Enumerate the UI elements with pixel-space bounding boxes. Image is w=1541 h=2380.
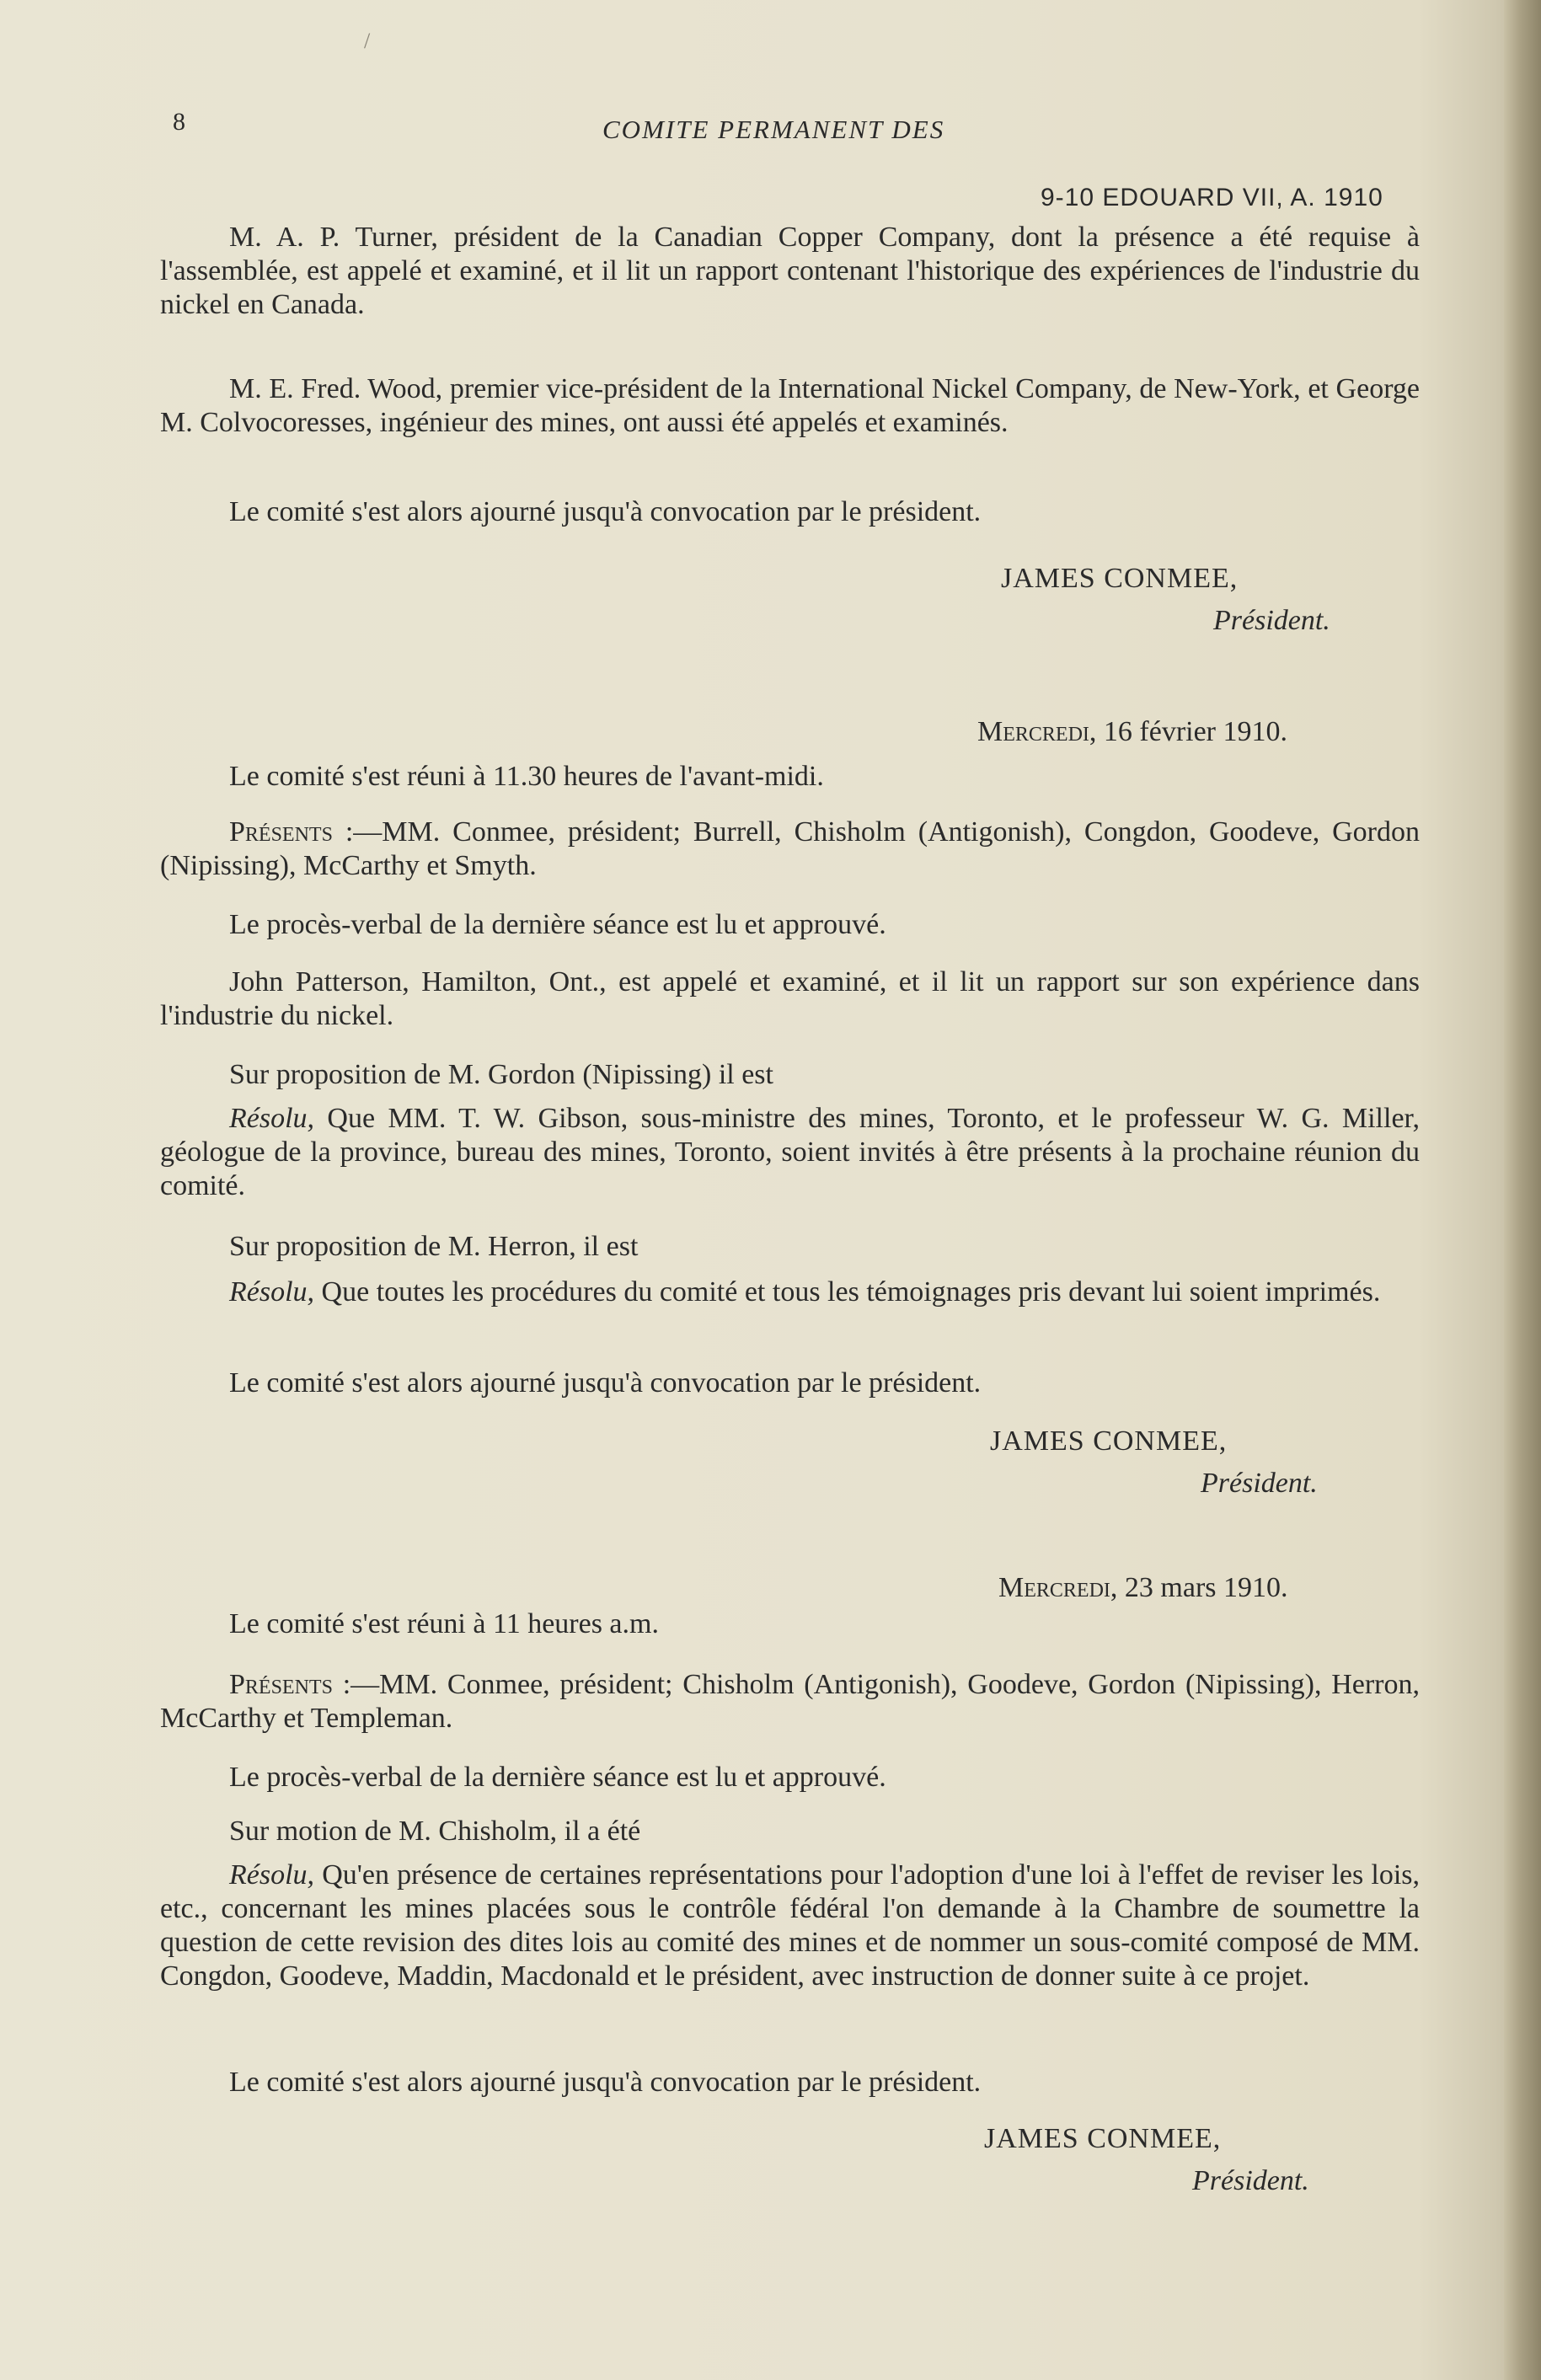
paragraph-present-1 (160, 816, 1420, 883)
signature-title-3: Président. (1192, 2165, 1309, 2196)
signature-title-1: Président. (1213, 605, 1330, 636)
session-reference: 9-10 EDOUARD VII, A. 1910 (1041, 184, 1383, 211)
paragraph-meeting-time-1: Le comité s'est réuni à 11.30 heures de l'avant-midi. (229, 761, 824, 792)
paragraph-minutes-2: Le procès-verbal de la dernière séance est lu et approuvé. (229, 1762, 886, 1793)
paragraph-resolution-2 (160, 1276, 1420, 1309)
presents-label: Présents (229, 816, 333, 848)
paragraph-turner: M. A. P. Turner, président de la Canadian Copper Company, dont la présence a été requise à l'assemblée, est appelé et examiné, et il lit un rapport contenant l'historique des expériences de l'industrie du nickel en Canada. (160, 222, 1420, 320)
resolution-label: Résolu, (229, 1859, 315, 1891)
signature-name-2: JAMES CONMEE, (990, 1425, 1228, 1457)
resolution-label: Résolu, (229, 1103, 315, 1134)
paragraph-proposal-herron: Sur proposition de M. Herron, il est (229, 1231, 639, 1262)
paragraph-patterson: John Patterson, Hamilton, Ont., est appelé et examiné, et il lit un rapport sur son expérience dans l'industrie du nickel. (160, 966, 1420, 1031)
paragraph-adjourn-2: Le comité s'est alors ajourné jusqu'à convocation par le président. (229, 1367, 982, 1399)
paragraph-resolution-1 (160, 1102, 1420, 1203)
meeting-date-2 (998, 1572, 1288, 1604)
weekday-label: Mercredi, (977, 716, 1097, 747)
page-number: 8 (173, 108, 185, 136)
paragraph-meeting-time-2: Le comité s'est réuni à 11 heures a.m. (229, 1608, 659, 1639)
paragraph-adjourn-3: Le comité s'est alors ajourné jusqu'à convocation par le président. (229, 2067, 982, 2098)
resolution-text: Que toutes les procédures du comité et tous les témoignages pris devant lui soient imprimés. (314, 1276, 1381, 1308)
paragraph-adjourn-1: Le comité s'est alors ajourné jusqu'à convocation par le président. (229, 496, 982, 527)
presents-text: :—MM. Conmee, président; Chisholm (Antigonish), Goodeve, Gordon (Nipissing), Herron, McCarthy et Templeman. (160, 1669, 1420, 1734)
weekday-label: Mercredi, (998, 1572, 1118, 1603)
paragraph-wood: M. E. Fred. Wood, premier vice-président de la International Nickel Company, de New-York, et George M. Colvocoresses, ingénieur des mines, ont aussi été appelés et examinés. (160, 373, 1420, 438)
meeting-date-1 (977, 716, 1287, 748)
stray-pencil-mark: / (364, 29, 371, 53)
presents-text: :—MM. Conmee, président; Burrell, Chisholm (Antigonish), Congdon, Goodeve, Gordon (Nipissing), McCarthy et Smyth. (160, 816, 1420, 881)
paragraph-present-2 (160, 1668, 1420, 1736)
signature-name-1: JAMES CONMEE, (1001, 563, 1239, 594)
resolution-label: Résolu, (229, 1276, 315, 1308)
paragraph-proposal-gordon: Sur proposition de M. Gordon (Nipissing) il est (229, 1059, 773, 1090)
paragraph-resolution-3 (160, 1859, 1420, 1993)
paragraph-minutes-1: Le procès-verbal de la dernière séance est lu et approuvé. (229, 909, 886, 940)
presents-label: Présents (229, 1669, 333, 1700)
date-text: 16 février 1910. (1096, 716, 1288, 747)
paragraph-motion-chisholm: Sur motion de M. Chisholm, il a été (229, 1816, 641, 1847)
date-text: 23 mars 1910. (1117, 1572, 1288, 1603)
signature-title-2: Président. (1201, 1468, 1318, 1499)
signature-name-3: JAMES CONMEE, (984, 2123, 1222, 2154)
resolution-text: Que MM. T. W. Gibson, sous-ministre des mines, Toronto, et le professeur W. G. Miller, géologue de la province, bureau des mines, Toronto, soient invités à être présents à la prochaine réunion du comité. (160, 1103, 1420, 1201)
running-head: COMITE PERMANENT DES (602, 115, 945, 144)
resolution-text: Qu'en présence de certaines représentations pour l'adoption d'une loi à l'effet de reviser les lois, etc., concernant les mines placées sous le contrôle fédéral l'on demande à la Chambre de soumettre la question de cette revision des dites lois au comité des mines et de nommer un sous-comité composé de MM. Congdon, Goodeve, Maddin, Macdonald et le président, avec instruction de donner suite à ce projet. (160, 1859, 1420, 1992)
page-binding-edge (1504, 0, 1541, 2380)
